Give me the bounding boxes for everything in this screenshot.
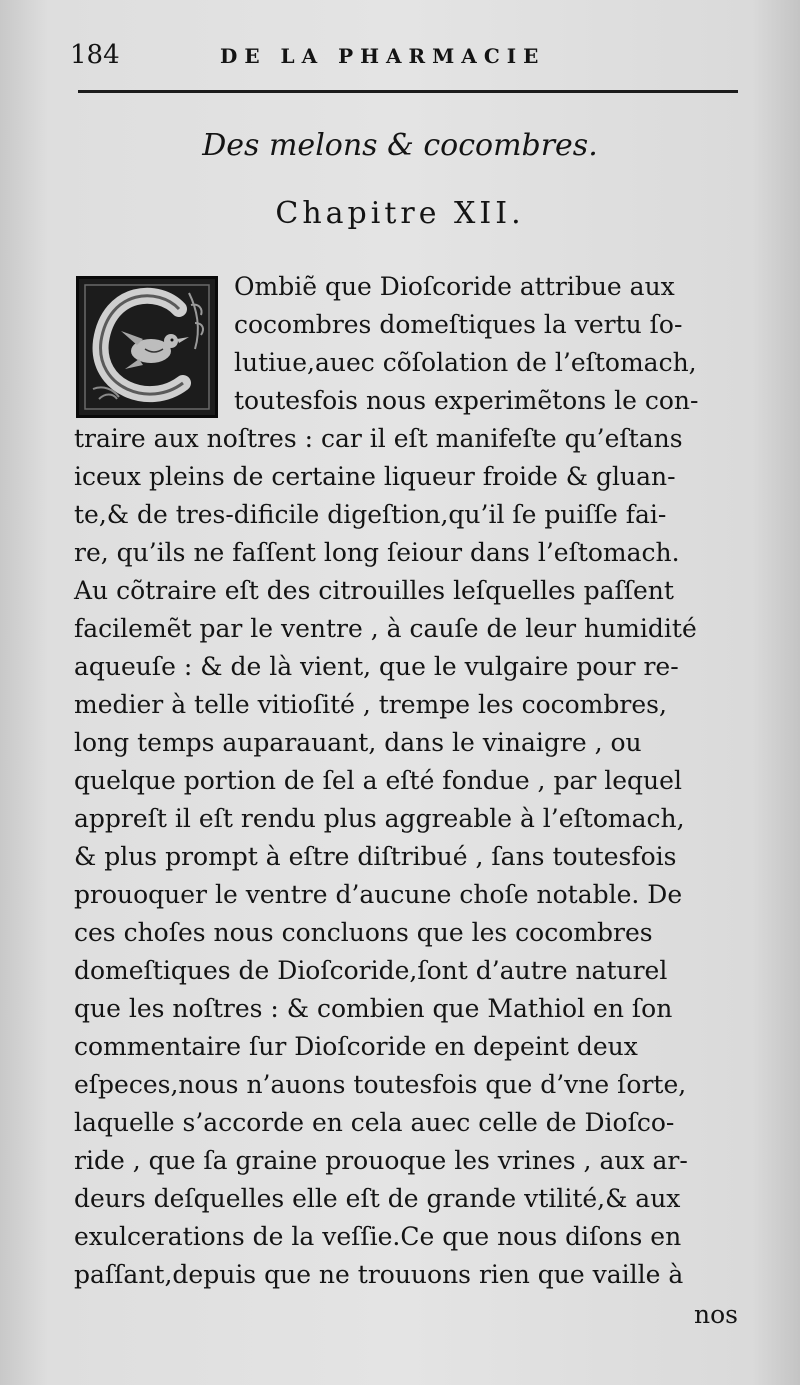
text-line: lutiue,auec cõſolation de l’eſtomach, — [234, 348, 697, 377]
text-line: ride , que ſa graine prouoque les vrines , aux ar- — [74, 1146, 688, 1175]
text-line: & plus prompt à eſtre diſtribué , ſans toutesfois — [74, 842, 677, 871]
page-number: 184 — [70, 40, 120, 70]
catchword: nos — [694, 1300, 738, 1329]
text-line: deurs deſquelles elle eſt de grande vtilité,& aux — [74, 1184, 681, 1213]
text-line: Ombiẽ que Dioſcoride attribue aux — [234, 272, 675, 301]
text-line: aqueuſe : & de là vient, que le vulgaire pour re- — [74, 652, 679, 681]
text-line: re, qu’ils ne faſſent long ſeiour dans l’eſtomach. — [74, 538, 680, 567]
text-line: ces choſes nous concluons que les cocombres — [74, 918, 653, 947]
text-line: facilemẽt par le ventre , à cauſe de leur humidité — [74, 614, 697, 643]
header-rule — [78, 90, 738, 93]
text-line: toutesfois nous experimẽtons le con- — [234, 386, 699, 415]
running-head — [70, 38, 740, 78]
text-line: medier à telle vitioſité , trempe les cocombres, — [74, 690, 667, 719]
text-line: paſſant,depuis que ne trouuons rien que vaille à — [74, 1260, 684, 1289]
text-line: Au cõtraire eſt des citrouilles leſquelles paſſent — [74, 576, 674, 605]
text-line: long temps auparauant, dans le vinaigre , ou — [74, 728, 642, 757]
text-line: cocombres domeſtiques la vertu ſo- — [234, 310, 683, 339]
chapter-heading: Chapitre XII. — [275, 196, 525, 231]
text-line: exulcerations de la veſſie.Ce que nous diſons en — [74, 1222, 682, 1251]
text-line: commentaire ſur Dioſcoride en depeint deux — [74, 1032, 638, 1061]
text-line: appreſt il eſt rendu plus aggreable à l’eſtomach, — [74, 804, 685, 833]
text-line: te,& de tres-dificile digeſtion,qu’il ſe puiſſe fai- — [74, 500, 667, 529]
text-line: traire aux noſtres : car il eſt manifeſte qu’eſtans — [74, 424, 683, 453]
running-title: DE LA PHARMACIE — [220, 44, 546, 68]
section-title: Des melons & cocombres. — [202, 128, 598, 163]
text-line: quelque portion de ſel a eſté fondue , par lequel — [74, 766, 682, 795]
text-line: eſpeces,nous n’auons toutesfois que d’vne ſorte, — [74, 1070, 687, 1099]
chapter-body — [74, 268, 744, 1294]
text-line: domeſtiques de Dioſcoride,ſont d’autre naturel — [74, 956, 668, 985]
text-line: que les noſtres : & combien que Mathiol en ſon — [74, 994, 673, 1023]
text-line: prouoquer le ventre d’aucune choſe notable. De — [74, 880, 683, 909]
text-line: laquelle s’accorde en cela auec celle de Dioſco- — [74, 1108, 675, 1137]
text-line: iceux pleins de certaine liqueur froide & gluan- — [74, 462, 676, 491]
